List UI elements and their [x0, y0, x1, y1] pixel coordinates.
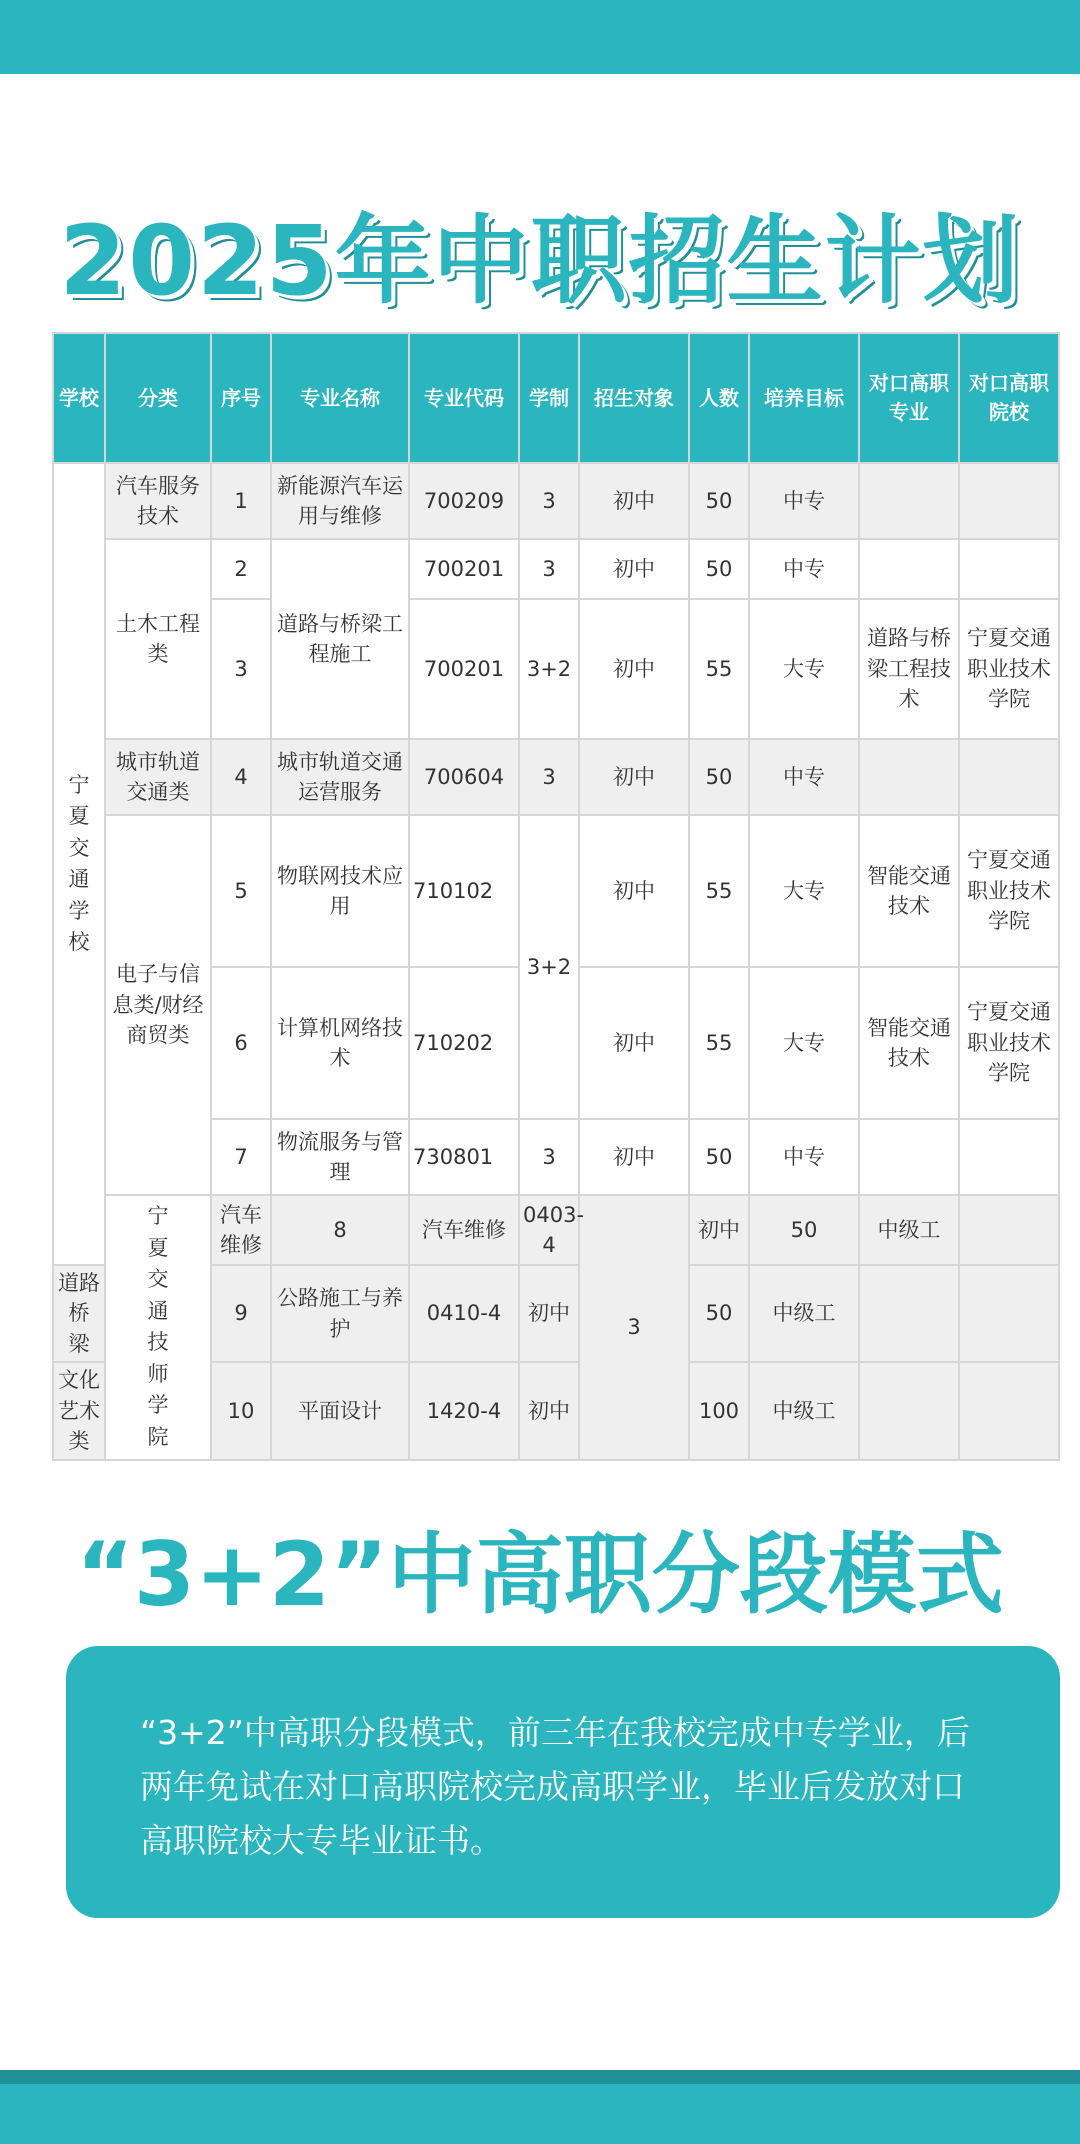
hv-school: 宁夏交通职业技术学院 [959, 599, 1059, 739]
hv-major [859, 1265, 959, 1362]
hv-school [959, 463, 1059, 539]
count: 100 [689, 1362, 749, 1459]
count: 50 [689, 539, 749, 599]
major-code: 0403-4 [519, 1195, 579, 1265]
row-number: 7 [211, 1119, 271, 1195]
row-number: 2 [211, 539, 271, 599]
major-code: 700201 [409, 539, 519, 599]
header-target: 招生对象 [579, 333, 689, 463]
count: 50 [689, 463, 749, 539]
goal: 中专 [749, 1119, 859, 1195]
major-name: 城市轨道交通运营服务 [271, 739, 409, 815]
years: 3+2 [519, 815, 579, 1119]
major-code: 710102 [409, 815, 519, 967]
category-cell: 汽车维修 [211, 1195, 271, 1265]
goal: 中专 [749, 739, 859, 815]
major-name: 汽车维修 [409, 1195, 519, 1265]
hv-major [859, 739, 959, 815]
header-number: 序号 [211, 333, 271, 463]
header-count: 人数 [689, 333, 749, 463]
years: 3 [519, 1119, 579, 1195]
school-cell [105, 1195, 211, 1460]
goal: 大专 [749, 815, 859, 967]
target: 初中 [519, 1265, 579, 1362]
goal: 中级工 [859, 1195, 959, 1265]
hv-major: 智能交通技术 [859, 967, 959, 1119]
hv-major: 智能交通技术 [859, 815, 959, 967]
target: 初中 [579, 539, 689, 599]
header-school: 学校 [53, 333, 105, 463]
top-banner [0, 0, 1080, 74]
hv-major [859, 1362, 959, 1459]
header-code: 专业代码 [409, 333, 519, 463]
years: 3 [519, 539, 579, 599]
school-cell [53, 463, 105, 1265]
section-title: “3+2”中高职分段模式 [76, 1523, 1004, 1626]
count: 55 [689, 599, 749, 739]
goal: 中专 [749, 539, 859, 599]
hv-school [959, 1119, 1059, 1195]
target: 初中 [579, 815, 689, 967]
bottom-banner-stripe [0, 2070, 1080, 2084]
years: 3 [519, 739, 579, 815]
major-code: 700209 [409, 463, 519, 539]
target: 初中 [689, 1195, 749, 1265]
hv-school: 宁夏交通职业技术学院 [959, 815, 1059, 967]
count: 55 [689, 967, 749, 1119]
info-box [66, 1646, 1060, 1918]
years: 3+2 [519, 599, 579, 739]
category-cell: 土木工程类 [105, 539, 211, 739]
enrollment-table [52, 332, 1060, 1461]
major-name: 平面设计 [271, 1362, 409, 1459]
count: 50 [689, 1119, 749, 1195]
school-name: 宁夏交通学校 [68, 772, 90, 954]
major-code: 730801 [409, 1119, 519, 1195]
target: 初中 [579, 1119, 689, 1195]
hv-school: 宁夏交通职业技术学院 [959, 967, 1059, 1119]
major-name: 物联网技术应用 [271, 815, 409, 967]
hv-major: 道路与桥梁工程技术 [859, 599, 959, 739]
table-row [53, 815, 1059, 967]
row-number: 5 [211, 815, 271, 967]
years: 3 [579, 1195, 689, 1460]
table-row [53, 1195, 1059, 1265]
goal: 中级工 [749, 1362, 859, 1459]
row-number: 10 [211, 1362, 271, 1459]
hv-school [959, 1362, 1059, 1459]
major-code: 700201 [409, 599, 519, 739]
goal: 大专 [749, 967, 859, 1119]
major-name: 公路施工与养护 [271, 1265, 409, 1362]
target: 初中 [519, 1362, 579, 1459]
row-number: 3 [211, 599, 271, 739]
major-name: 物流服务与管理 [271, 1119, 409, 1195]
major-code: 1420-4 [409, 1362, 519, 1459]
page-title: 2025年中职招生计划 [59, 205, 1021, 317]
row-number: 4 [211, 739, 271, 815]
row-number: 1 [211, 463, 271, 539]
header-hv-school: 对口高职院校 [959, 333, 1059, 463]
description-text: “3+2”中高职分段模式，前三年在我校完成中专学业，后两年免试在对口高职院校完成高职学业，毕业后发放对口高职院校大专毕业证书。 [140, 1713, 970, 1860]
count: 50 [689, 739, 749, 815]
count: 50 [689, 1265, 749, 1362]
major-name: 道路与桥梁工程施工 [271, 539, 409, 739]
table-row [53, 463, 1059, 539]
hv-school [959, 1265, 1059, 1362]
hv-major [859, 463, 959, 539]
major-code: 0410-4 [409, 1265, 519, 1362]
major-name: 计算机网络技术 [271, 967, 409, 1119]
header-years: 学制 [519, 333, 579, 463]
major-code: 700604 [409, 739, 519, 815]
table-row [53, 739, 1059, 815]
header-hv-major: 对口高职专业 [859, 333, 959, 463]
hv-school [959, 539, 1059, 599]
category-cell: 道路桥 梁 [53, 1265, 105, 1362]
goal: 中级工 [749, 1265, 859, 1362]
hv-major [959, 1195, 1059, 1265]
target: 初中 [579, 599, 689, 739]
category-cell: 文化艺术类 [53, 1362, 105, 1459]
target: 初中 [579, 967, 689, 1119]
hv-school [959, 739, 1059, 815]
major-code: 710202 [409, 967, 519, 1119]
category-cell: 汽车服务技术 [105, 463, 211, 539]
years: 3 [519, 463, 579, 539]
table-row [53, 539, 1059, 599]
header-goal: 培养目标 [749, 333, 859, 463]
goal: 大专 [749, 599, 859, 739]
hv-major [859, 539, 959, 599]
row-number: 9 [211, 1265, 271, 1362]
target: 初中 [579, 463, 689, 539]
category-cell: 电子与信息类/财经商贸类 [105, 815, 211, 1195]
hv-major [859, 1119, 959, 1195]
row-number: 6 [211, 967, 271, 1119]
goal: 中专 [749, 463, 859, 539]
count: 55 [689, 815, 749, 967]
header-major: 专业名称 [271, 333, 409, 463]
count: 50 [749, 1195, 859, 1265]
header-category: 分类 [105, 333, 211, 463]
category-cell: 城市轨道交通类 [105, 739, 211, 815]
table-header-row [53, 333, 1059, 463]
target: 初中 [579, 739, 689, 815]
school-name: 宁夏交通技师学院 [147, 1204, 169, 1449]
row-number: 8 [271, 1195, 409, 1265]
major-name: 新能源汽车运用与维修 [271, 463, 409, 539]
